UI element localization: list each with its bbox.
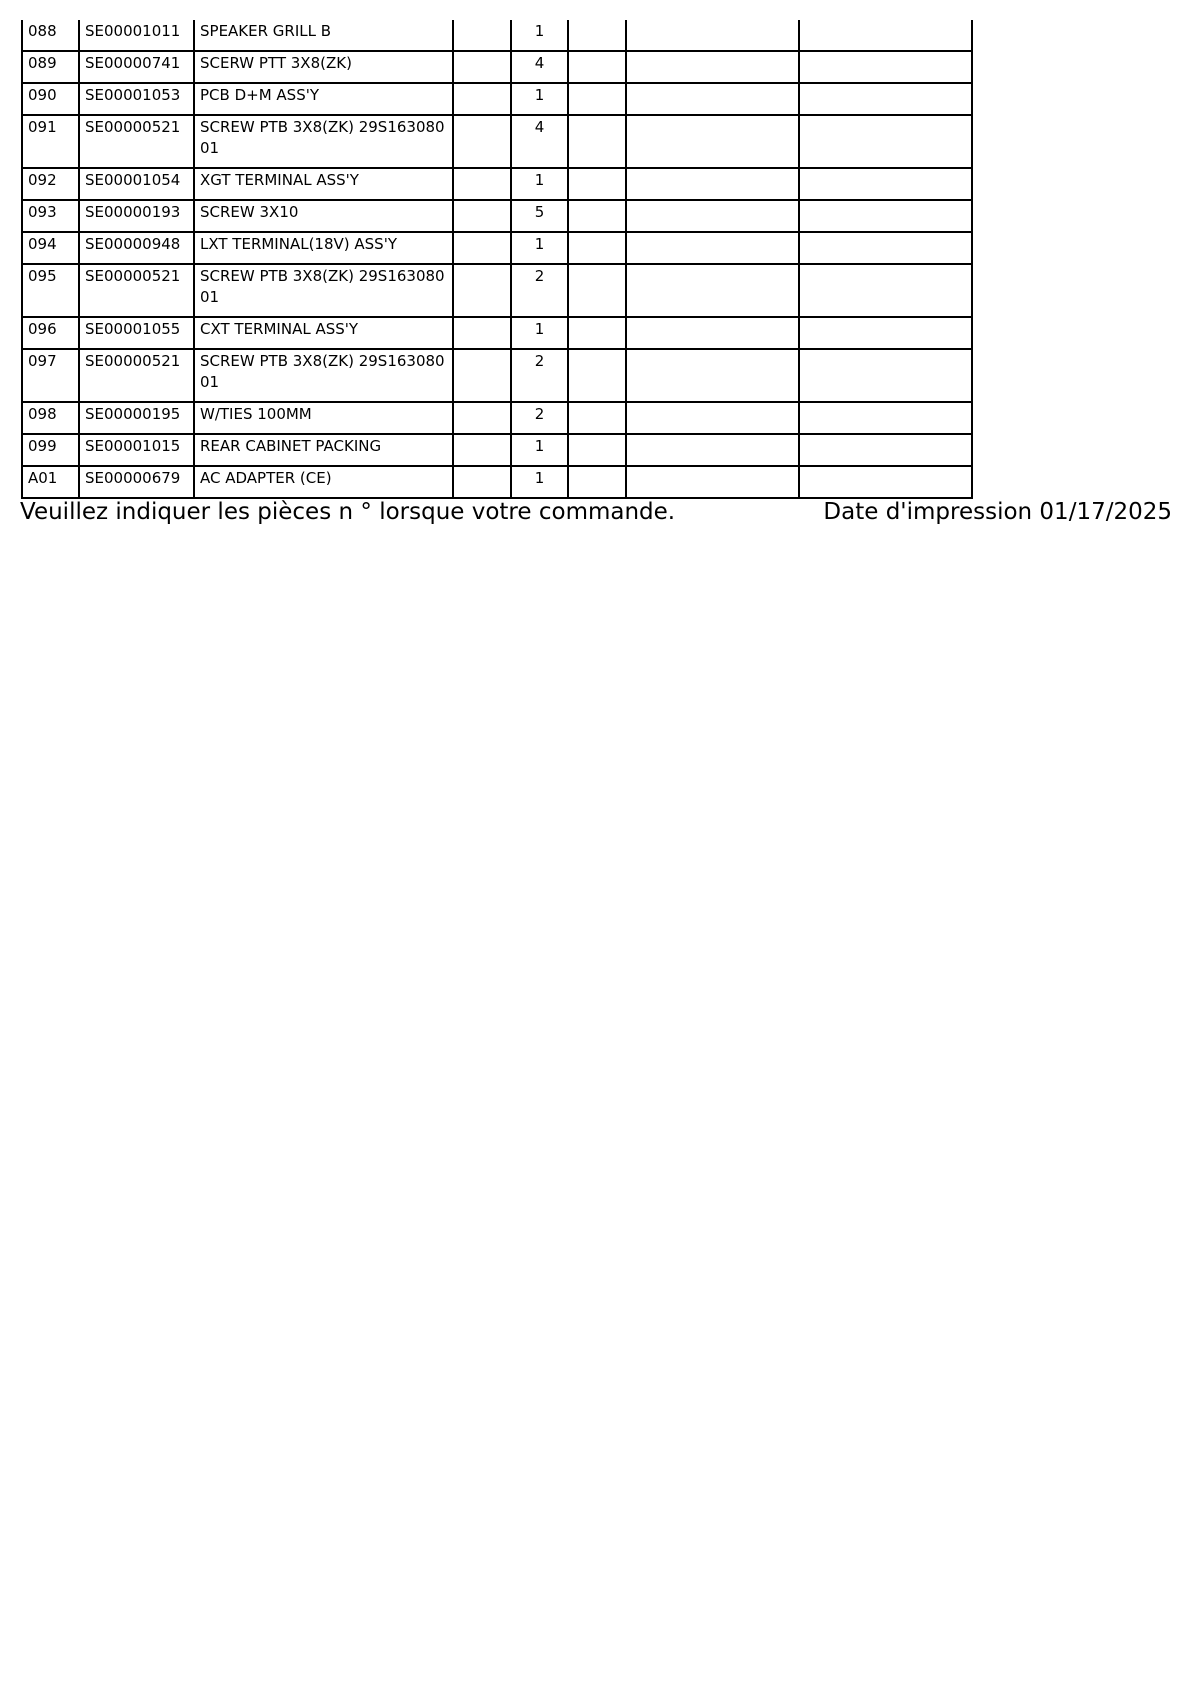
description-cell: REAR CABINET PACKING (194, 434, 453, 466)
empty-cell (568, 51, 626, 83)
item-number-cell: 099 (22, 434, 79, 466)
empty-cell (799, 264, 972, 317)
item-number-cell: 089 (22, 51, 79, 83)
part-code-cell: SE00001011 (79, 20, 194, 51)
quantity-cell: 2 (511, 349, 568, 402)
empty-cell (799, 51, 972, 83)
parts-table-body (22, 20, 972, 498)
empty-cell (453, 466, 511, 498)
quantity-cell: 2 (511, 264, 568, 317)
description-cell: SPEAKER GRILL B (194, 20, 453, 51)
item-number-cell: A01 (22, 466, 79, 498)
empty-cell (799, 168, 972, 200)
part-code-cell: SE00001015 (79, 434, 194, 466)
part-code-cell: SE00000521 (79, 349, 194, 402)
quantity-cell: 1 (511, 466, 568, 498)
empty-cell (568, 83, 626, 115)
empty-cell (799, 232, 972, 264)
part-code-cell: SE00000679 (79, 466, 194, 498)
empty-cell (568, 168, 626, 200)
item-number-cell: 094 (22, 232, 79, 264)
table-row (22, 317, 972, 349)
empty-cell (626, 83, 799, 115)
empty-cell (453, 51, 511, 83)
quantity-cell: 1 (511, 232, 568, 264)
table-row (22, 264, 972, 317)
table-row (22, 83, 972, 115)
empty-cell (626, 402, 799, 434)
quantity-cell: 4 (511, 115, 568, 168)
empty-cell (799, 402, 972, 434)
quantity-cell: 4 (511, 51, 568, 83)
description-cell: LXT TERMINAL(18V) ASS'Y (194, 232, 453, 264)
empty-cell (799, 317, 972, 349)
quantity-cell: 5 (511, 200, 568, 232)
description-cell: CXT TERMINAL ASS'Y (194, 317, 453, 349)
description-cell: AC ADAPTER (CE) (194, 466, 453, 498)
empty-cell (453, 434, 511, 466)
empty-cell (626, 434, 799, 466)
table-row (22, 51, 972, 83)
empty-cell (568, 434, 626, 466)
table-row (22, 349, 972, 402)
empty-cell (568, 264, 626, 317)
empty-cell (626, 20, 799, 51)
empty-cell (626, 168, 799, 200)
description-cell: SCREW PTB 3X8(ZK) 29S16308001 (194, 115, 453, 168)
empty-cell (453, 402, 511, 434)
empty-cell (626, 466, 799, 498)
empty-cell (626, 317, 799, 349)
empty-cell (626, 115, 799, 168)
empty-cell (626, 349, 799, 402)
item-number-cell: 090 (22, 83, 79, 115)
empty-cell (799, 349, 972, 402)
table-row (22, 434, 972, 466)
part-code-cell: SE00001053 (79, 83, 194, 115)
description-cell: PCB D+M ASS'Y (194, 83, 453, 115)
table-row (22, 168, 972, 200)
part-code-cell: SE00000193 (79, 200, 194, 232)
part-code-cell: SE00001055 (79, 317, 194, 349)
quantity-cell: 1 (511, 434, 568, 466)
print-date: Date d'impression 01/17/2025 (823, 499, 1172, 525)
empty-cell (799, 115, 972, 168)
table-row (22, 466, 972, 498)
part-code-cell: SE00001054 (79, 168, 194, 200)
item-number-cell: 096 (22, 317, 79, 349)
empty-cell (568, 20, 626, 51)
part-code-cell: SE00000948 (79, 232, 194, 264)
empty-cell (626, 200, 799, 232)
empty-cell (568, 402, 626, 434)
table-row (22, 20, 972, 51)
table-row (22, 115, 972, 168)
empty-cell (568, 317, 626, 349)
empty-cell (626, 51, 799, 83)
empty-cell (799, 200, 972, 232)
quantity-cell: 1 (511, 317, 568, 349)
description-cell: SCREW PTB 3X8(ZK) 29S16308001 (194, 349, 453, 402)
quantity-cell: 2 (511, 402, 568, 434)
empty-cell (453, 232, 511, 264)
empty-cell (453, 20, 511, 51)
description-cell: SCREW 3X10 (194, 200, 453, 232)
item-number-cell: 097 (22, 349, 79, 402)
empty-cell (453, 200, 511, 232)
empty-cell (799, 434, 972, 466)
empty-cell (568, 349, 626, 402)
empty-cell (799, 83, 972, 115)
part-code-cell: SE00000521 (79, 264, 194, 317)
description-cell: W/TIES 100MM (194, 402, 453, 434)
table-row (22, 402, 972, 434)
empty-cell (453, 168, 511, 200)
parts-table (21, 20, 973, 499)
empty-cell (453, 264, 511, 317)
quantity-cell: 1 (511, 20, 568, 51)
order-instruction-note: Veuillez indiquer les pièces n ° lorsque votre commande. (20, 499, 676, 525)
quantity-cell: 1 (511, 168, 568, 200)
description-cell: SCERW PTT 3X8(ZK) (194, 51, 453, 83)
empty-cell (568, 466, 626, 498)
item-number-cell: 095 (22, 264, 79, 317)
table-row (22, 232, 972, 264)
empty-cell (568, 232, 626, 264)
item-number-cell: 088 (22, 20, 79, 51)
empty-cell (453, 83, 511, 115)
description-cell: SCREW PTB 3X8(ZK) 29S16308001 (194, 264, 453, 317)
item-number-cell: 093 (22, 200, 79, 232)
empty-cell (626, 264, 799, 317)
description-cell: XGT TERMINAL ASS'Y (194, 168, 453, 200)
empty-cell (799, 466, 972, 498)
empty-cell (453, 317, 511, 349)
empty-cell (799, 20, 972, 51)
part-code-cell: SE00000521 (79, 115, 194, 168)
table-row (22, 200, 972, 232)
quantity-cell: 1 (511, 83, 568, 115)
empty-cell (453, 349, 511, 402)
item-number-cell: 098 (22, 402, 79, 434)
item-number-cell: 091 (22, 115, 79, 168)
empty-cell (568, 115, 626, 168)
empty-cell (568, 200, 626, 232)
empty-cell (626, 232, 799, 264)
part-code-cell: SE00000195 (79, 402, 194, 434)
item-number-cell: 092 (22, 168, 79, 200)
part-code-cell: SE00000741 (79, 51, 194, 83)
empty-cell (453, 115, 511, 168)
